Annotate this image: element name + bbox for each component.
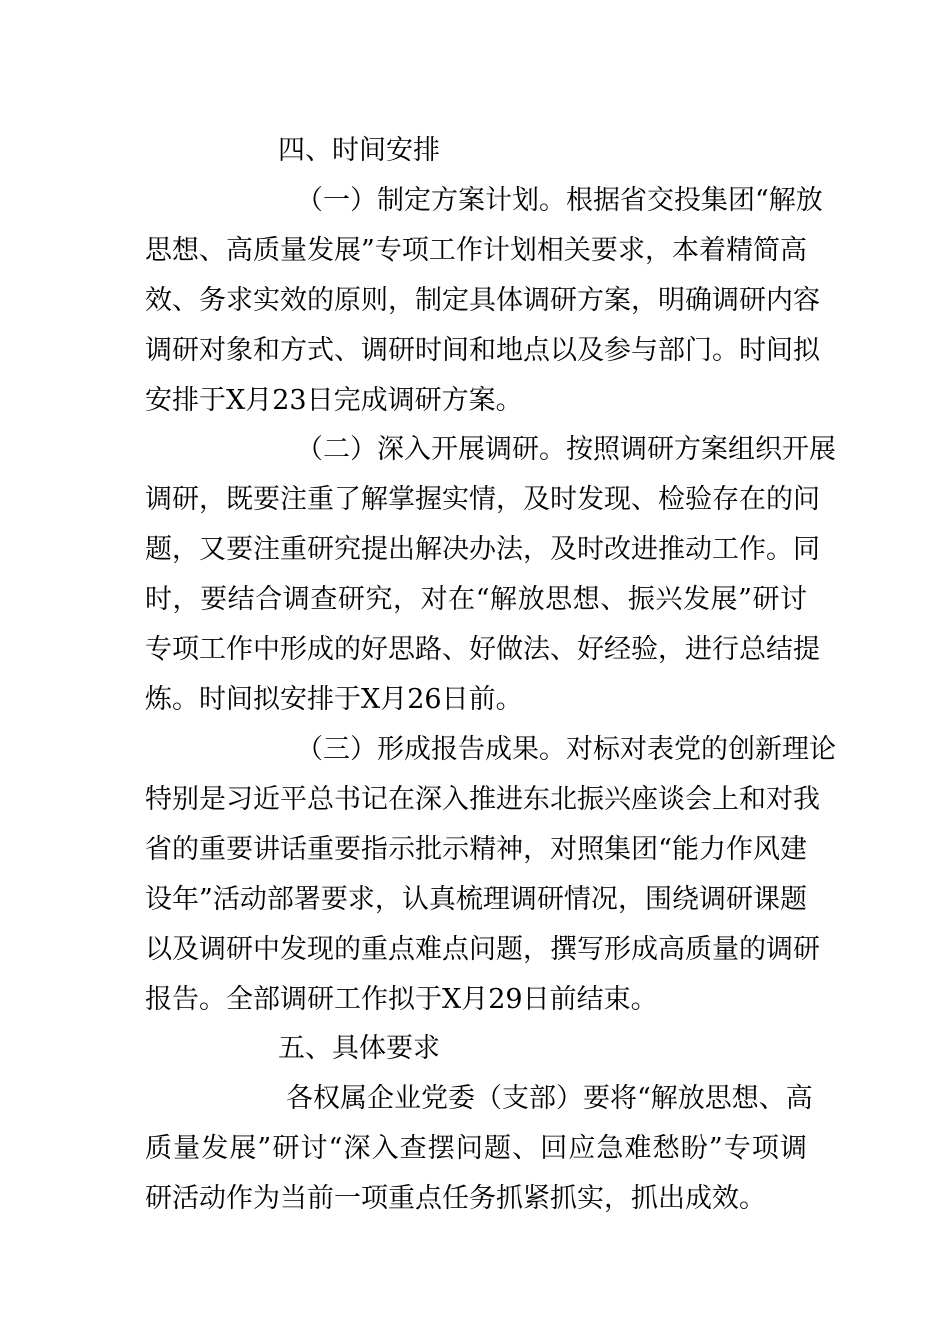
para1-line: （一）制定方案计划。根据省交投集团“解放 — [296, 185, 823, 216]
para2-line: 专项工作中形成的好思路、好做法、好经验，进行总结提 — [145, 634, 820, 665]
para2-line: 时，要结合调查研究，对在“解放思想、振兴发展”研讨 — [145, 584, 807, 615]
para4-line: 各权属企业党委（支部）要将“解放思想、高 — [286, 1083, 813, 1114]
para3-line: 设年”活动部署要求，认真梳理调研情况，围绕调研课题 — [145, 884, 807, 915]
para2-line: 炼。时间拟安排于X月26日前。 — [145, 684, 523, 715]
para1-line: 安排于X月23日完成调研方案。 — [145, 385, 523, 416]
para3-line: 以及调研中发现的重点难点问题，撰写形成高质量的调研 — [145, 934, 820, 965]
para4-line: 质量发展”研讨“深入查摆问题、回应急难愁盼”专项调 — [145, 1133, 807, 1164]
para3-line: （三）形成报告成果。对标对表党的创新理论 — [296, 734, 836, 765]
section-heading-time-arrangement: 四、时间安排 — [278, 135, 440, 166]
para1-line: 调研对象和方式、调研时间和地点以及参与部门。时间拟 — [145, 335, 820, 366]
para2-line: 调研，既要注重了解掌握实情，及时发现、检验存在的问 — [145, 484, 820, 515]
para2-line: 题，又要注重研究提出解决办法，及时改进推动工作。同 — [145, 534, 820, 565]
para3-line: 特别是习近平总书记在深入推进东北振兴座谈会上和对我 — [145, 784, 820, 815]
para3-line: 省的重要讲话重要指示批示精神，对照集团“能力作风建 — [145, 834, 807, 865]
para4-line: 研活动作为当前一项重点任务抓紧抓实，抓出成效。 — [145, 1183, 766, 1214]
para2-line: （二）深入开展调研。按照调研方案组织开展 — [296, 434, 836, 465]
section-heading-specific-requirements: 五、具体要求 — [278, 1033, 440, 1064]
para1-line: 效、务求实效的原则，制定具体调研方案，明确调研内容 — [145, 285, 820, 316]
para3-line: 报告。全部调研工作拟于X月29日前结束。 — [145, 984, 658, 1015]
para1-line: 思想、高质量发展”专项工作计划相关要求，本着精简高 — [145, 235, 807, 266]
